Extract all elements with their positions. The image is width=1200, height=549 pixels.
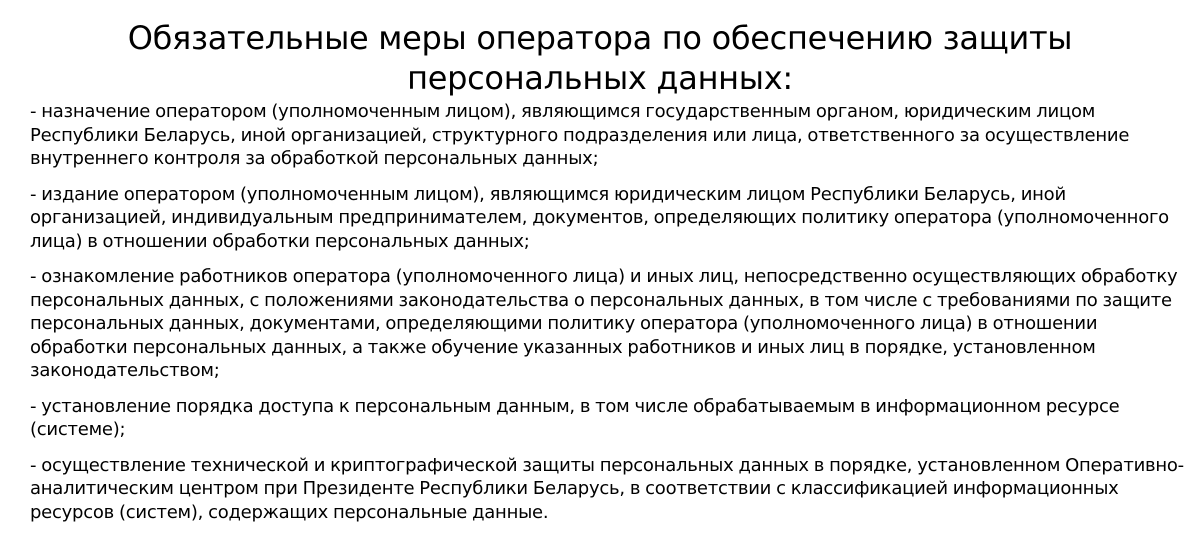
- measures-list: [30, 100, 1190, 536]
- title-line-1: Обязательные меры оператора по обеспечению защиты: [127, 19, 1073, 57]
- list-item: - издание оператором (уполномоченным лицом), являющимся юридическим лицом Республики Беларусь, иной организацией, индивидуальным предпринимателем, документов, определяющих политику оператора (уполномоченного лица) в отношении обработки персональных данных;: [30, 183, 1169, 252]
- bottom-crop: [0, 528, 1200, 549]
- page-title: [0, 18, 1200, 98]
- list-item: - осуществление технической и криптографической защиты персональных данных в порядке, установленном Оперативно-аналитическим центром при Президенте Республики Беларусь, в соответствии с классификацией информационных ресурсов (систем), содержащих персональные данные.: [30, 454, 1184, 523]
- title-line-2: персональных данных:: [407, 59, 793, 97]
- list-item: - установление порядка доступа к персональным данным, в том числе обрабатываемым в информационном ресурсе (системе);: [30, 395, 1120, 440]
- list-item: - ознакомление работников оператора (уполномоченного лица) и иных лиц, непосредственно осуществляющих обработку персональных данных, с положениями законодательства о персональных данных, в том числе с требованиями по защите персональных данных, документами, определяющими политику оператора (уполномоченного лица) в отношении обработки персональных данных, а также обучение указанных работников и иных лиц в порядке, установленном законодательством;: [30, 266, 1178, 381]
- list-item: - назначение оператором (уполномоченным лицом), являющимся государственным органом, юридическим лицом Республики Беларусь, иной организацией, структурного подразделения или лица, ответственного за осуществление внутреннего контроля за обработкой персональных данных;: [30, 101, 1130, 169]
